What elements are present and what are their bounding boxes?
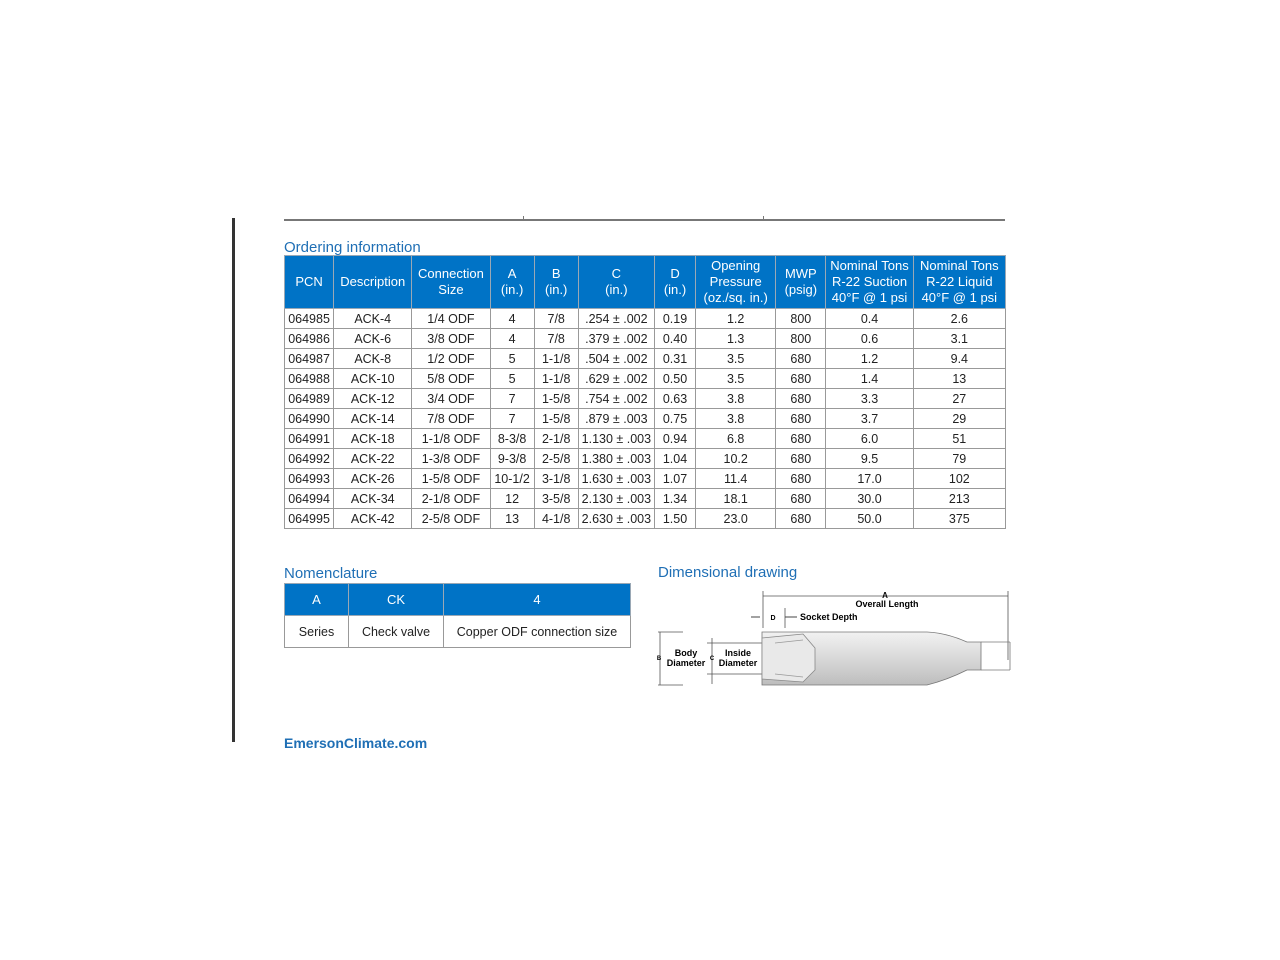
table-cell: 064991 <box>285 429 334 449</box>
column-header-line: Opening <box>711 258 761 273</box>
table-cell: 1-1/8 <box>534 369 578 389</box>
table-row <box>285 389 1006 409</box>
column-header <box>696 256 776 309</box>
table-cell: 10-1/2 <box>490 469 534 489</box>
table-cell: 1.50 <box>654 509 695 529</box>
table-cell: 1.3 <box>696 329 776 349</box>
nomenclature-meaning-valve: Check valve <box>349 616 444 648</box>
table-cell: 1.34 <box>654 489 695 509</box>
label-a: A <box>882 591 888 600</box>
nomenclature-title: Nomenclature <box>284 565 378 582</box>
table-cell: 0.50 <box>654 369 695 389</box>
table-cell: 680 <box>776 449 826 469</box>
table-cell: 4 <box>490 329 534 349</box>
table-cell: 064994 <box>285 489 334 509</box>
column-header-line: (oz./sq. in.) <box>703 290 768 305</box>
table-cell: 1-5/8 ODF <box>412 469 490 489</box>
column-header-line: R-22 Suction <box>831 274 908 289</box>
table-cell: 1.2 <box>826 349 913 369</box>
inside-label-2: Diameter <box>718 658 758 668</box>
footer-website-text: EmersonClimate.com <box>284 735 428 751</box>
table-cell: 0.75 <box>654 409 695 429</box>
column-header <box>913 256 1005 309</box>
column-header <box>412 256 490 309</box>
table-cell: 064995 <box>285 509 334 529</box>
column-header-line: R-22 Liquid <box>926 274 993 289</box>
table-cell: 12 <box>490 489 534 509</box>
table-cell: 1/4 ODF <box>412 309 490 329</box>
label-c: C <box>709 656 715 662</box>
table-row <box>285 429 1006 449</box>
table-cell: 680 <box>776 469 826 489</box>
nomenclature-meaning-series: Series <box>285 616 349 648</box>
table-cell: .879 ± .003 <box>578 409 654 429</box>
ordering-table-header-row <box>285 256 1006 309</box>
column-header-line: Pressure <box>709 274 762 289</box>
column-header-line: C <box>611 266 622 281</box>
table-cell: 1-5/8 <box>534 389 578 409</box>
table-cell: ACK-8 <box>334 349 412 369</box>
table-cell: 3.8 <box>696 389 776 409</box>
table-cell: .754 ± .002 <box>578 389 654 409</box>
table-cell: 064990 <box>285 409 334 429</box>
column-header-line: (in.) <box>663 282 687 297</box>
table-cell: 2-5/8 <box>534 449 578 469</box>
table-cell: ACK-14 <box>334 409 412 429</box>
table-cell: ACK-26 <box>334 469 412 489</box>
table-cell: 800 <box>776 309 826 329</box>
table-cell: 3/8 ODF <box>412 329 490 349</box>
table-cell: 5 <box>490 349 534 369</box>
table-cell: 213 <box>913 489 1005 509</box>
table-cell: 102 <box>913 469 1005 489</box>
table-cell: 3.5 <box>696 349 776 369</box>
table-cell: 3.3 <box>826 389 913 409</box>
table-cell: 1.4 <box>826 369 913 389</box>
table-cell: 3.7 <box>826 409 913 429</box>
table-cell: 18.1 <box>696 489 776 509</box>
table-cell: 3.1 <box>913 329 1005 349</box>
table-cell: 680 <box>776 489 826 509</box>
column-header <box>490 256 534 309</box>
column-header <box>534 256 578 309</box>
table-cell: 7/8 <box>534 309 578 329</box>
table-cell: ACK-18 <box>334 429 412 449</box>
table-cell: 0.19 <box>654 309 695 329</box>
footer-website <box>284 732 484 751</box>
table-cell: 6.0 <box>826 429 913 449</box>
table-cell: 50.0 <box>826 509 913 529</box>
column-header-line: Nominal Tons <box>920 258 999 273</box>
table-cell: 1.380 ± .003 <box>578 449 654 469</box>
table-cell: 27 <box>913 389 1005 409</box>
column-header-line: A <box>507 266 517 281</box>
table-row <box>285 469 1006 489</box>
ordering-information-title: Ordering information <box>284 239 421 256</box>
table-cell: 11.4 <box>696 469 776 489</box>
body-label-2: Diameter <box>666 658 706 668</box>
nomenclature-meaning-size: Copper ODF connection size <box>444 616 631 648</box>
table-cell: 3-5/8 <box>534 489 578 509</box>
table-cell: 13 <box>490 509 534 529</box>
column-header <box>654 256 695 309</box>
column-header-line: (in.) <box>545 282 568 297</box>
valve-socket <box>762 634 815 682</box>
table-row <box>285 329 1006 349</box>
table-row <box>285 509 1006 529</box>
table-cell: 9.4 <box>913 349 1005 369</box>
table-cell: ACK-4 <box>334 309 412 329</box>
table-cell: 680 <box>776 349 826 369</box>
table-cell: 2.6 <box>913 309 1005 329</box>
column-header-line: (in.) <box>500 282 524 297</box>
table-cell: 0.94 <box>654 429 695 449</box>
table-cell: 7/8 ODF <box>412 409 490 429</box>
table-cell: 064993 <box>285 469 334 489</box>
table-cell: ACK-34 <box>334 489 412 509</box>
label-b: B <box>656 656 662 662</box>
table-cell: 1-3/8 ODF <box>412 449 490 469</box>
table-cell: ACK-12 <box>334 389 412 409</box>
table-cell: 680 <box>776 409 826 429</box>
label-d: D <box>770 615 776 622</box>
table-cell: 5 <box>490 369 534 389</box>
table-cell: 1.130 ± .003 <box>578 429 654 449</box>
table-cell: 3.8 <box>696 409 776 429</box>
table-cell: 10.2 <box>696 449 776 469</box>
table-cell: 800 <box>776 329 826 349</box>
table-cell: 9.5 <box>826 449 913 469</box>
nomenclature-table <box>284 583 631 648</box>
table-cell: .254 ± .002 <box>578 309 654 329</box>
table-cell: 51 <box>913 429 1005 449</box>
table-cell: 8-3/8 <box>490 429 534 449</box>
column-header-line: MWP <box>784 266 817 281</box>
table-cell: 23.0 <box>696 509 776 529</box>
table-cell: 3-1/8 <box>534 469 578 489</box>
table-row <box>285 409 1006 429</box>
table-cell: 2-1/8 <box>534 429 578 449</box>
column-header <box>285 256 334 309</box>
overall-length-label: Overall Length <box>855 599 919 609</box>
table-row <box>285 369 1006 389</box>
column-header <box>578 256 654 309</box>
socket-depth-label: Socket Depth <box>800 612 858 622</box>
table-cell: 3/4 ODF <box>412 389 490 409</box>
table-cell: 0.40 <box>654 329 695 349</box>
column-header <box>334 256 412 309</box>
table-cell: 064987 <box>285 349 334 369</box>
table-cell: 30.0 <box>826 489 913 509</box>
table-cell: 1.630 ± .003 <box>578 469 654 489</box>
table-cell: 680 <box>776 369 826 389</box>
table-cell: 0.63 <box>654 389 695 409</box>
table-cell: .379 ± .002 <box>578 329 654 349</box>
column-header-line: 40°F @ 1 psi <box>921 290 998 305</box>
column-header-line: 40°F @ 1 psi <box>831 290 908 305</box>
table-cell: 0.31 <box>654 349 695 369</box>
table-row <box>285 309 1006 329</box>
table-cell: 17.0 <box>826 469 913 489</box>
column-header-line: Size <box>438 282 464 297</box>
table-cell: 6.8 <box>696 429 776 449</box>
table-cell: 1-1/8 <box>534 349 578 369</box>
table-cell: 7 <box>490 389 534 409</box>
table-row <box>285 449 1006 469</box>
nomenclature-meaning-row <box>285 616 631 648</box>
table-cell: 2-5/8 ODF <box>412 509 490 529</box>
column-header-line: D <box>670 266 680 281</box>
table-cell: 680 <box>776 429 826 449</box>
inside-label-1: Inside <box>724 648 752 658</box>
column-header <box>826 256 913 309</box>
table-cell: .504 ± .002 <box>578 349 654 369</box>
divider-tick <box>763 216 764 220</box>
column-header-line: (in.) <box>605 282 628 297</box>
divider-tick <box>523 216 524 220</box>
table-cell: 2-1/8 ODF <box>412 489 490 509</box>
column-header-line: PCN <box>295 274 323 289</box>
top-divider <box>284 219 1005 221</box>
table-cell: 9-3/8 <box>490 449 534 469</box>
table-cell: 1.2 <box>696 309 776 329</box>
table-cell: 375 <box>913 509 1005 529</box>
column-header-line: Description <box>340 274 406 289</box>
table-cell: 064986 <box>285 329 334 349</box>
column-header-line: (psig) <box>784 282 818 297</box>
table-cell: 13 <box>913 369 1005 389</box>
table-cell: 5/8 ODF <box>412 369 490 389</box>
table-cell: 4-1/8 <box>534 509 578 529</box>
table-row <box>285 349 1006 369</box>
table-cell: 680 <box>776 509 826 529</box>
table-cell: 79 <box>913 449 1005 469</box>
nomenclature-code-row <box>285 584 631 616</box>
table-cell: 1-1/8 ODF <box>412 429 490 449</box>
table-row <box>285 489 1006 509</box>
table-cell: 064992 <box>285 449 334 469</box>
nomenclature-code-size: 4 <box>444 584 631 616</box>
table-cell: 2.630 ± .003 <box>578 509 654 529</box>
table-cell: 680 <box>776 389 826 409</box>
table-cell: 1.07 <box>654 469 695 489</box>
column-header-line: B <box>551 266 561 281</box>
table-cell: 064989 <box>285 389 334 409</box>
table-cell: 1.04 <box>654 449 695 469</box>
table-cell: 7/8 <box>534 329 578 349</box>
table-cell: 2.130 ± .003 <box>578 489 654 509</box>
table-cell: 1-5/8 <box>534 409 578 429</box>
nomenclature-code-valve: CK <box>349 584 444 616</box>
table-cell: ACK-10 <box>334 369 412 389</box>
table-cell: 0.6 <box>826 329 913 349</box>
dimensional-drawing-title: Dimensional drawing <box>658 564 798 581</box>
column-header-line: Nominal Tons <box>830 258 909 273</box>
column-header <box>776 256 826 309</box>
table-cell: ACK-6 <box>334 329 412 349</box>
table-cell: 0.4 <box>826 309 913 329</box>
table-cell: 064988 <box>285 369 334 389</box>
table-cell: 3.5 <box>696 369 776 389</box>
nomenclature-code-series: A <box>285 584 349 616</box>
column-header-line: Connection <box>418 266 484 281</box>
ordering-table <box>284 255 1006 529</box>
table-cell: .629 ± .002 <box>578 369 654 389</box>
ordering-table-body <box>285 309 1006 529</box>
table-cell: 7 <box>490 409 534 429</box>
left-margin-rule <box>232 218 235 742</box>
body-label-1: Body <box>674 648 698 658</box>
table-cell: 4 <box>490 309 534 329</box>
table-cell: 29 <box>913 409 1005 429</box>
dimensional-drawing <box>655 588 1015 692</box>
table-cell: ACK-42 <box>334 509 412 529</box>
table-cell: 1/2 ODF <box>412 349 490 369</box>
table-cell: 064985 <box>285 309 334 329</box>
table-cell: ACK-22 <box>334 449 412 469</box>
